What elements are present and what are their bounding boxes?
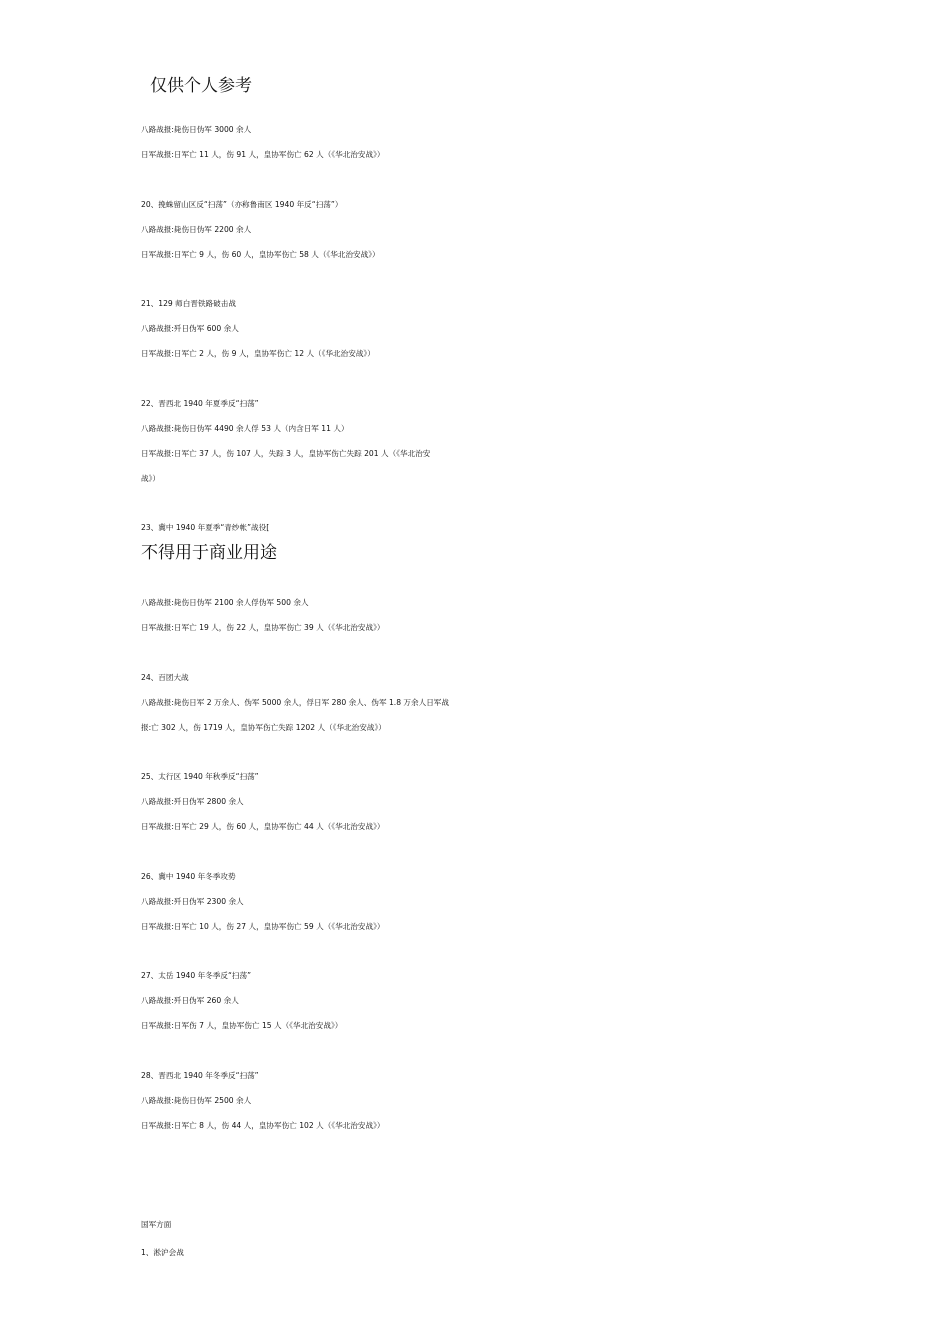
- text-line: 八路战报:歼日伪军 2300 余人: [141, 897, 244, 906]
- text-line: 日军战报:日军亡 2 人，伤 9 人，皇协军伤亡 12 人（《华北治安战》）: [141, 349, 375, 358]
- section-heading: 25、太行区 1940 年秋季反“扫荡”: [141, 772, 259, 781]
- section-heading: 28、晋西北 1940 年冬季反“扫荡”: [141, 1071, 259, 1080]
- text-line: 八路战报:毙伤日伪军 3000 余人: [141, 125, 252, 134]
- text-line: 八路战报:歼日伪军 600 余人: [141, 324, 239, 333]
- section-heading: 21、129 师白晋铁路破击战: [141, 299, 236, 308]
- text-line: 日军战报:日军亡 9 人，伤 60 人，皇协军伤亡 58 人（《华北治安战》）: [141, 250, 380, 259]
- text-line: 日军战报:日军亡 10 人，伤 27 人，皇协军伤亡 59 人（《华北治安战》）: [141, 922, 385, 931]
- section-heading: 20、挽蛛留山区反“扫荡”（亦称鲁南区 1940 年反“扫荡”）: [141, 200, 343, 209]
- text-line: 八路战报:毙伤日伪军 2100 余人俘伪军 500 余人: [141, 598, 309, 607]
- section-heading: 22、晋西北 1940 年夏季反“扫荡”: [141, 399, 259, 408]
- text-line: 日军战报:日军亡 11 人，伤 91 人，皇协军伤亡 62 人（《华北治安战》）: [141, 150, 385, 159]
- text-line: 日军战报:日军亡 19 人，伤 22 人，皇协军伤亡 39 人（《华北治安战》）: [141, 623, 385, 632]
- text-line: 日军战报:日军亡 29 人，伤 60 人，皇协军伤亡 44 人（《华北治安战》）: [141, 822, 385, 831]
- section-heading: 27、太岳 1940 年冬季反“扫荡”: [141, 971, 252, 980]
- text-line: 日军战报:日军伤 7 人，皇协军伤亡 15 人（《华北治安战》）: [141, 1021, 343, 1030]
- section-heading: 24、百团大战: [141, 673, 189, 682]
- text-line: 八路战报:毙伤日伪军 4490 余人俘 53 人（内含日军 11 人）: [141, 424, 349, 433]
- section-heading: 国军方面: [141, 1220, 172, 1229]
- text-line: 日军战报:日军亡 8 人，伤 44 人，皇协军伤亡 102 人（《华北治安战》）: [141, 1121, 385, 1130]
- watermark-personal-reference: 仅供个人参考: [150, 76, 252, 96]
- text-line: 八路战报:歼日伪军 2800 余人: [141, 797, 244, 806]
- text-line: 报:亡 302 人，伤 1719 人，皇协军伤亡失踪 1202 人（《华北治安战》）: [141, 723, 386, 732]
- watermark-not-commercial: 不得用于商业用途: [141, 543, 277, 563]
- section-heading: 26、冀中 1940 年冬季攻势: [141, 872, 236, 881]
- section-heading: 1、淞沪会战: [141, 1248, 184, 1257]
- section-heading: 23、冀中 1940 年夏季“青纱帐”战役[: [141, 523, 270, 532]
- text-line: 日军战报:日军亡 37 人，伤 107 人，失踪 3 人，皇协军伤亡失踪 201 人（《华北治安: [141, 449, 431, 458]
- text-line: 八路战报:歼日伪军 260 余人: [141, 996, 239, 1005]
- text-line: 八路战报:毙伤日伪军 2500 余人: [141, 1096, 252, 1105]
- text-line: 八路战报:毙伤日军 2 万余人、伪军 5000 余人，俘日军 280 余人、伪军 1.8 万余人日军战: [141, 698, 449, 707]
- text-line: 战》）: [141, 474, 160, 483]
- text-line: 八路战报:毙伤日伪军 2200 余人: [141, 225, 252, 234]
